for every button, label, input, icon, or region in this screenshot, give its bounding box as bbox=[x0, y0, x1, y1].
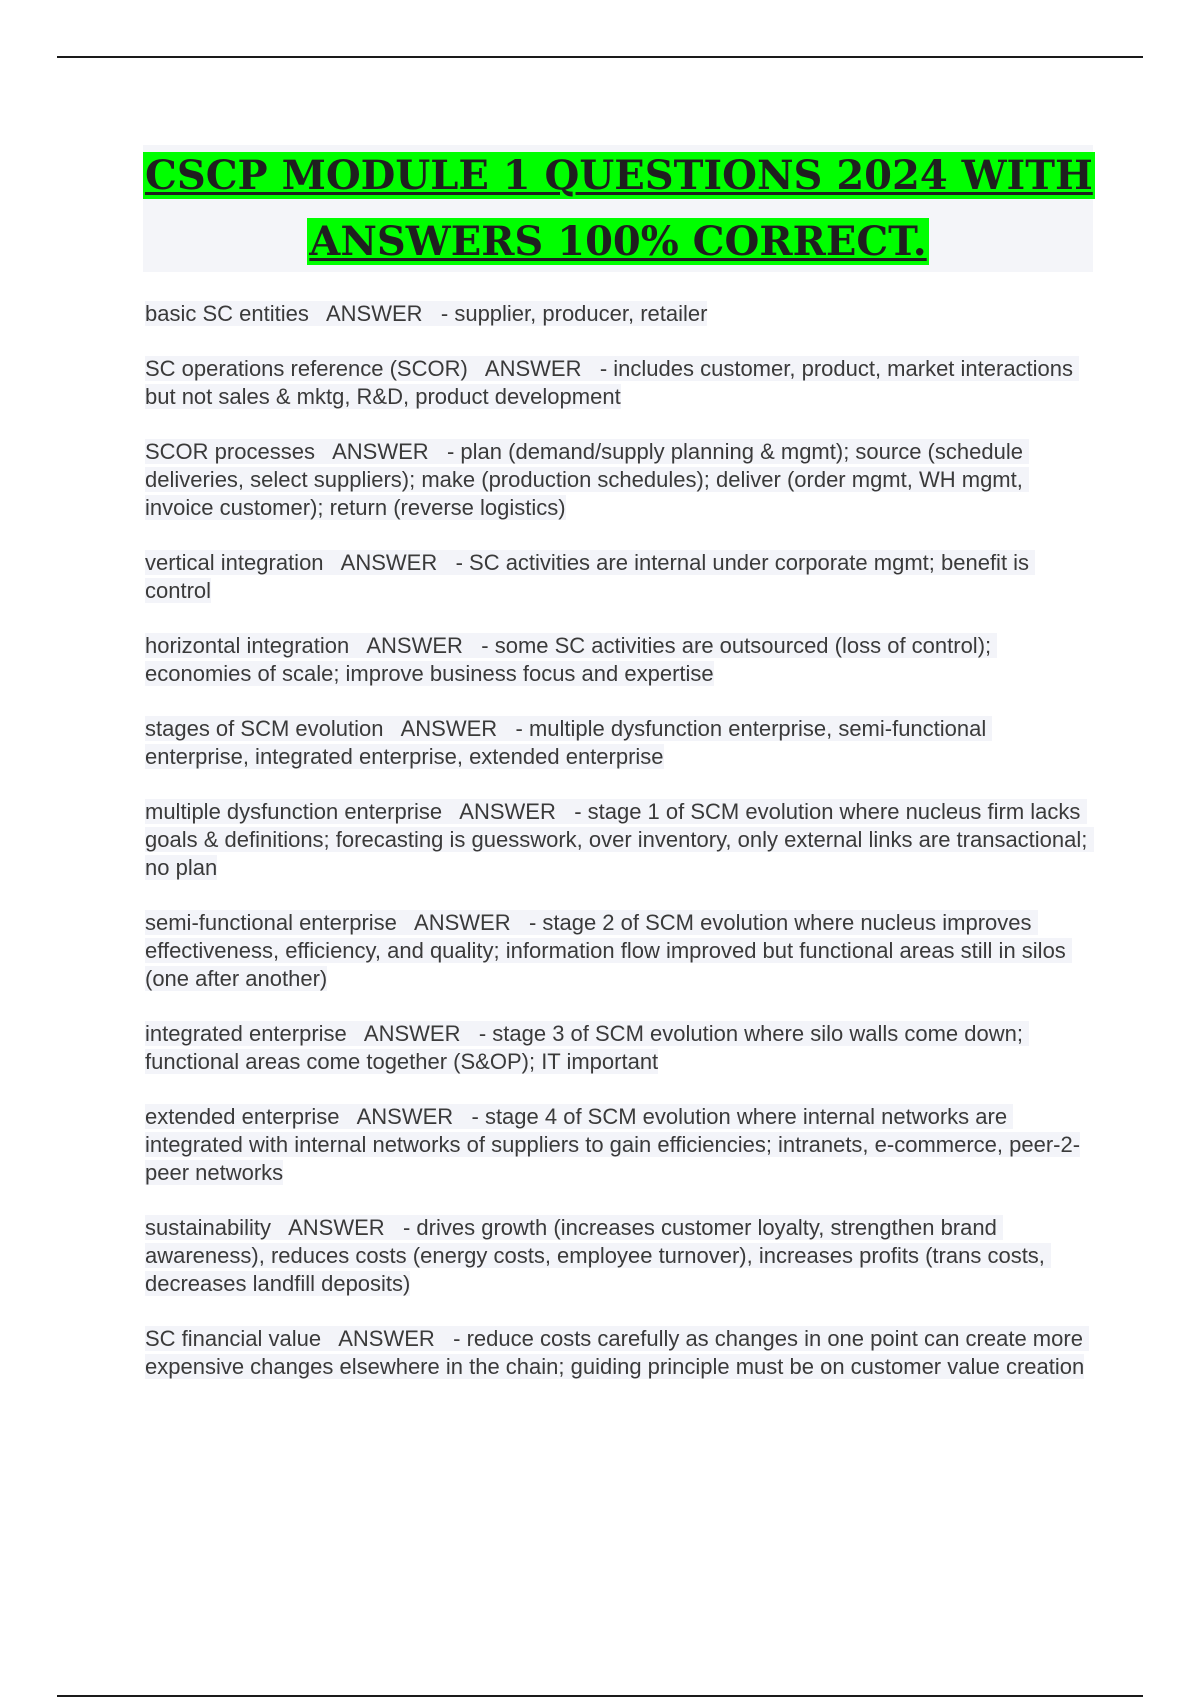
qa-answer-label: ANSWER bbox=[338, 1326, 435, 1351]
qa-item bbox=[145, 300, 1095, 328]
qa-answer-label: ANSWER bbox=[356, 1104, 454, 1129]
qa-term: vertical integration bbox=[145, 550, 324, 575]
bottom-rule bbox=[57, 1695, 1143, 1697]
qa-definition: - multiple dysfunction enterprise, semi-functional enterprise, integrated enterprise, extended enterprise bbox=[145, 716, 993, 769]
qa-answer-label: ANSWER bbox=[414, 910, 511, 935]
qa-term: multiple dysfunction enterprise bbox=[145, 799, 443, 824]
qa-item bbox=[145, 1214, 1095, 1298]
qa-term: semi-functional enterprise bbox=[145, 910, 397, 935]
qa-answer-label: ANSWER bbox=[400, 716, 498, 741]
qa-definition: - SC activities are internal under corporate mgmt; benefit is control bbox=[145, 550, 1036, 603]
qa-definition: - some SC activities are outsourced (loss of control); economies of scale; improve business focus and expertise bbox=[145, 633, 998, 686]
qa-item bbox=[145, 1103, 1095, 1187]
title-block bbox=[143, 145, 1093, 272]
qa-item bbox=[145, 909, 1095, 993]
qa-term: integrated enterprise bbox=[145, 1021, 347, 1046]
qa-item bbox=[145, 1325, 1095, 1381]
qa-item bbox=[145, 632, 1095, 688]
qa-item bbox=[145, 549, 1095, 605]
qa-term: SCOR processes bbox=[145, 439, 315, 464]
qa-term: horizontal integration bbox=[145, 633, 350, 658]
qa-item bbox=[145, 1020, 1095, 1076]
qa-item bbox=[145, 798, 1095, 882]
qa-answer-label: ANSWER bbox=[325, 301, 423, 326]
qa-term: basic SC entities bbox=[145, 301, 309, 326]
qa-term: stages of SCM evolution bbox=[145, 716, 384, 741]
document-title-text: CSCP MODULE 1 QUESTIONS 2024 WITH ANSWERS 100% CORRECT. bbox=[145, 151, 1093, 265]
top-rule bbox=[57, 56, 1143, 58]
qa-answer-label: ANSWER bbox=[332, 439, 429, 464]
qa-term: SC financial value bbox=[145, 1326, 322, 1351]
qa-answer-label: ANSWER bbox=[484, 356, 582, 381]
qa-definition: - stage 1 of SCM evolution where nucleus firm lacks goals & definitions; forecasting is guesswork, over inventory, only external links are transactional; no plan bbox=[145, 799, 1094, 880]
qa-definition: - plan (demand/supply planning & mgmt); source (schedule deliveries, select suppliers); make (production schedules); deliver (order mgmt, WH mgmt, invoice customer); return (reverse logistics) bbox=[145, 439, 1030, 520]
qa-item bbox=[145, 715, 1095, 771]
qa-item bbox=[145, 355, 1095, 411]
qa-answer-label: ANSWER bbox=[459, 799, 556, 824]
document-title bbox=[143, 143, 1093, 275]
qa-definition: - supplier, producer, retailer bbox=[440, 301, 708, 326]
qa-answer-label: ANSWER bbox=[366, 633, 463, 658]
qa-list bbox=[145, 300, 1095, 1408]
qa-answer-label: ANSWER bbox=[288, 1215, 385, 1240]
qa-definition: - drives growth (increases customer loyalty, strengthen brand awareness), reduces costs (energy costs, employee turnover), increases profits (trans costs, decreases landfill deposits) bbox=[145, 1215, 1052, 1296]
qa-term: sustainability bbox=[145, 1215, 271, 1240]
qa-answer-label: ANSWER bbox=[340, 550, 438, 575]
qa-definition: - includes customer, product, market interactions but not sales & mktg, R&D, product development bbox=[145, 356, 1080, 409]
qa-term: SC operations reference (SCOR) bbox=[145, 356, 468, 381]
qa-definition: - stage 2 of SCM evolution where nucleus improves effectiveness, efficiency, and quality; information flow improved but functional areas still in silos (one after another) bbox=[145, 910, 1072, 991]
qa-definition: - stage 4 of SCM evolution where internal networks are integrated with internal networks of suppliers to gain efficiencies; intranets, e-commerce, peer-2-peer networks bbox=[145, 1104, 1081, 1185]
qa-answer-label: ANSWER bbox=[363, 1021, 461, 1046]
qa-definition: - reduce costs carefully as changes in one point can create more expensive changes elsewhere in the chain; guiding principle must be on customer value creation bbox=[145, 1326, 1090, 1379]
qa-term: extended enterprise bbox=[145, 1104, 340, 1129]
qa-definition: - stage 3 of SCM evolution where silo walls come down; functional areas come together (S&OP); IT important bbox=[145, 1021, 1030, 1074]
qa-item bbox=[145, 438, 1095, 522]
